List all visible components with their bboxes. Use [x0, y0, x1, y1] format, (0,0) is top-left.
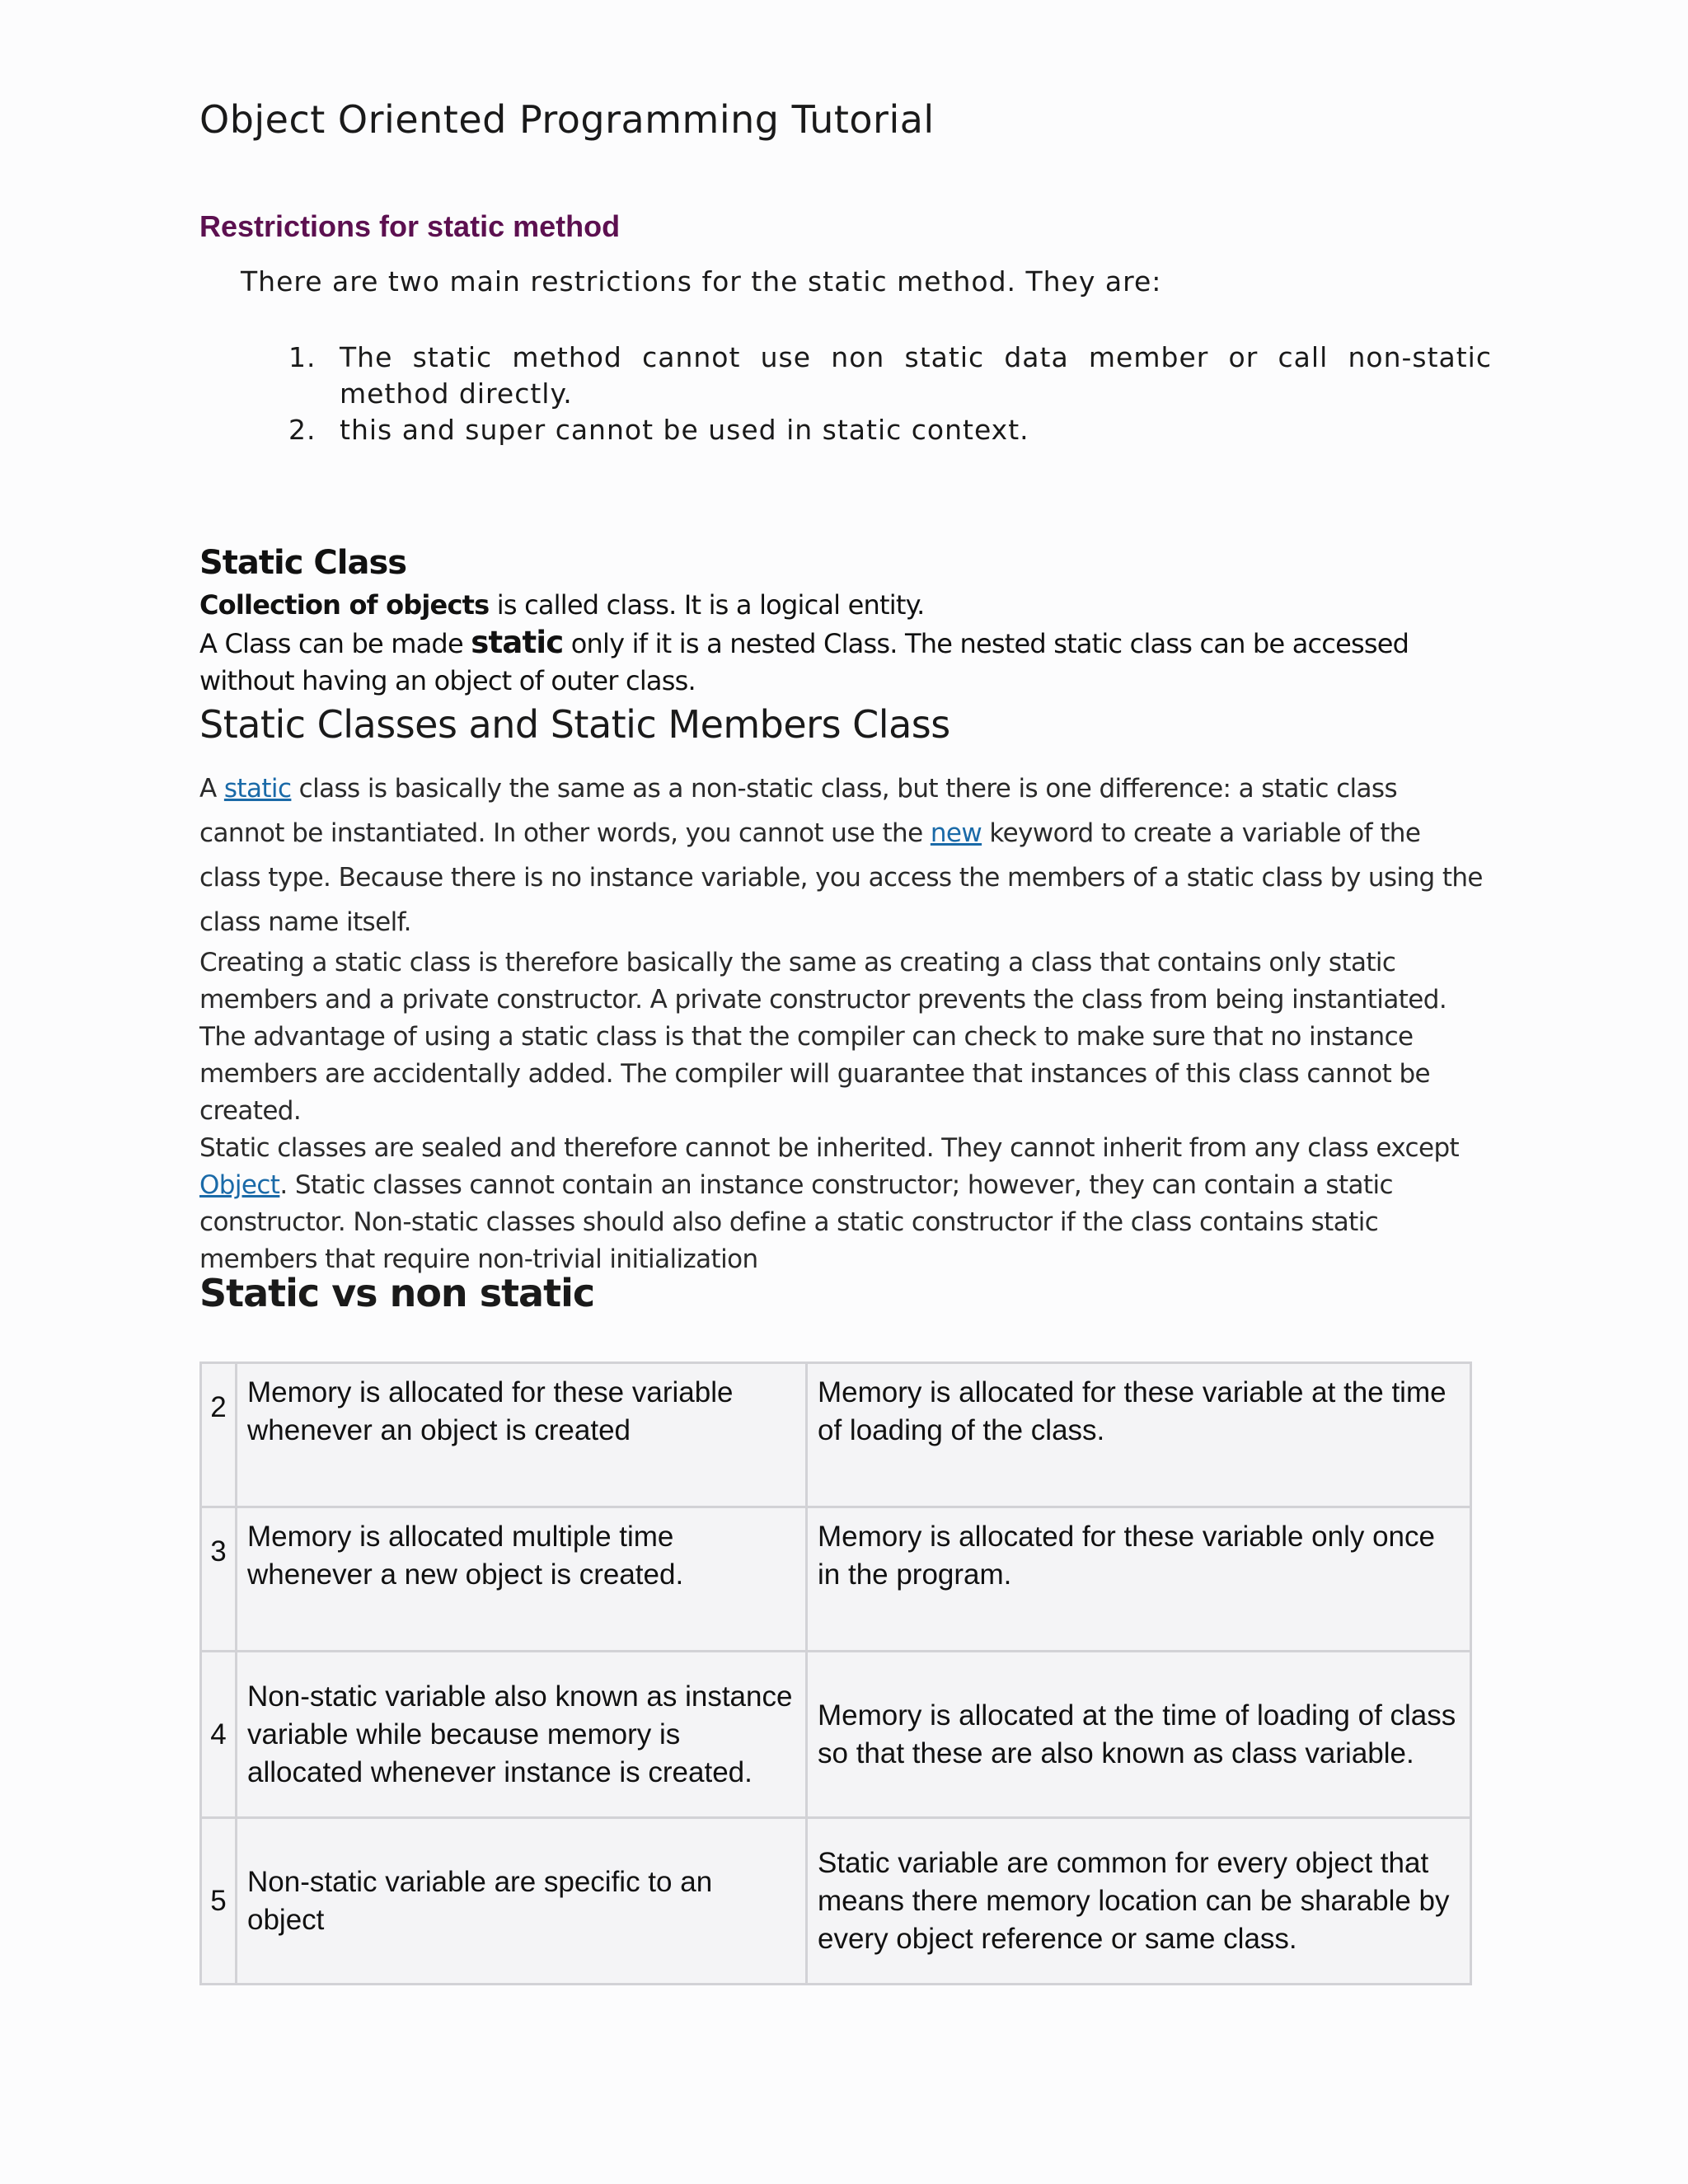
list-item-text: this and super cannot be used in static context. [340, 414, 1029, 446]
list-item [288, 412, 1492, 448]
object-link[interactable]: Object [199, 1170, 280, 1200]
bold-term: Collection of objects [199, 589, 490, 621]
non-static-cell: Non-static variable also known as instance variable while because memory is allocated whenever instance is created. [237, 1652, 807, 1818]
list-item-number: 2. [288, 414, 316, 446]
restrictions-intro: There are two main restrictions for the static method. They are: [241, 265, 1162, 298]
table-row [201, 1818, 1471, 1985]
table-row [201, 1652, 1471, 1818]
paragraph-text: A [199, 774, 224, 804]
nested-note-text: only if it is a nested Class. The nested static class can be accessed without having an object of outer class. [199, 628, 1409, 696]
paragraph-text: . Static classes cannot contain an instance constructor; however, they can contain a static constructor. Non-static classes should also define a static constructor if the class contains static members that require non-trivial initialization [199, 1170, 1393, 1274]
non-static-cell: Memory is allocated for these variable whenever an object is created [237, 1363, 807, 1507]
row-number: 2 [201, 1363, 237, 1507]
document-title: Object Oriented Programming Tutorial [199, 97, 935, 142]
restrictions-heading: Restrictions for static method [199, 209, 621, 243]
static-members-body [199, 766, 1485, 1278]
row-number: 5 [201, 1818, 237, 1985]
static-cell: Memory is allocated for these variable only once in the program. [807, 1507, 1471, 1652]
paragraph-text: keyword to create a variable of the class type. Because there is no instance variable, you access the members of a static class by using the class name itself. [199, 818, 1483, 937]
row-number: 3 [201, 1507, 237, 1652]
non-static-cell: Non-static variable are specific to an object [237, 1818, 807, 1985]
list-item-number: 1. [288, 341, 316, 373]
table-row [201, 1363, 1471, 1507]
restrictions-list [288, 340, 1492, 448]
table-row [201, 1507, 1471, 1652]
static-keyword: static [471, 625, 564, 660]
static-class-heading: Static Class [199, 544, 407, 582]
paragraph [199, 1130, 1485, 1278]
paragraph-text: Static classes are sealed and therefore cannot be inherited. They cannot inherit from any class except [199, 1133, 1460, 1163]
comparison-table [199, 1361, 1472, 1985]
static-class-definition [199, 587, 1485, 624]
paragraph-text: class is basically the same as a non-static class, but there is one difference: a static class cannot be instantiated. In other words, you cannot use the [199, 774, 1398, 848]
row-number: 4 [201, 1652, 237, 1818]
paragraph: Creating a static class is therefore basically the same as creating a class that contains only static members and a private constructor. A private constructor prevents the class from being instantiated. The advantage of using a static class is that the compiler can check to make sure that no instance members are accidentally added. The compiler will guarantee that instances of this class cannot be created. [199, 948, 1447, 1126]
static-class-nested-note [199, 624, 1485, 700]
static-link[interactable]: static [223, 774, 292, 804]
nested-note-text: A Class can be made [199, 628, 471, 659]
static-cell: Memory is allocated at the time of loading of class so that these are also known as class variable. [807, 1652, 1471, 1818]
paragraph [199, 766, 1485, 944]
list-item [288, 340, 1492, 412]
list-item-text: The static method cannot use non static data member or call non-static method directly. [340, 341, 1492, 410]
new-link[interactable]: new [930, 818, 982, 848]
definition-text: is called class. It is a logical entity. [489, 589, 925, 621]
static-cell: Memory is allocated for these variable at the time of loading of the class. [807, 1363, 1471, 1507]
static-vs-non-static-heading: Static vs non static [199, 1271, 595, 1315]
non-static-cell: Memory is allocated multiple time whenever a new object is created. [237, 1507, 807, 1652]
static-members-heading: Static Classes and Static Members Class [199, 702, 950, 747]
static-cell: Static variable are common for every object that means there memory location can be sharable by every object reference or same class. [807, 1818, 1471, 1985]
static-class-body [199, 587, 1485, 700]
